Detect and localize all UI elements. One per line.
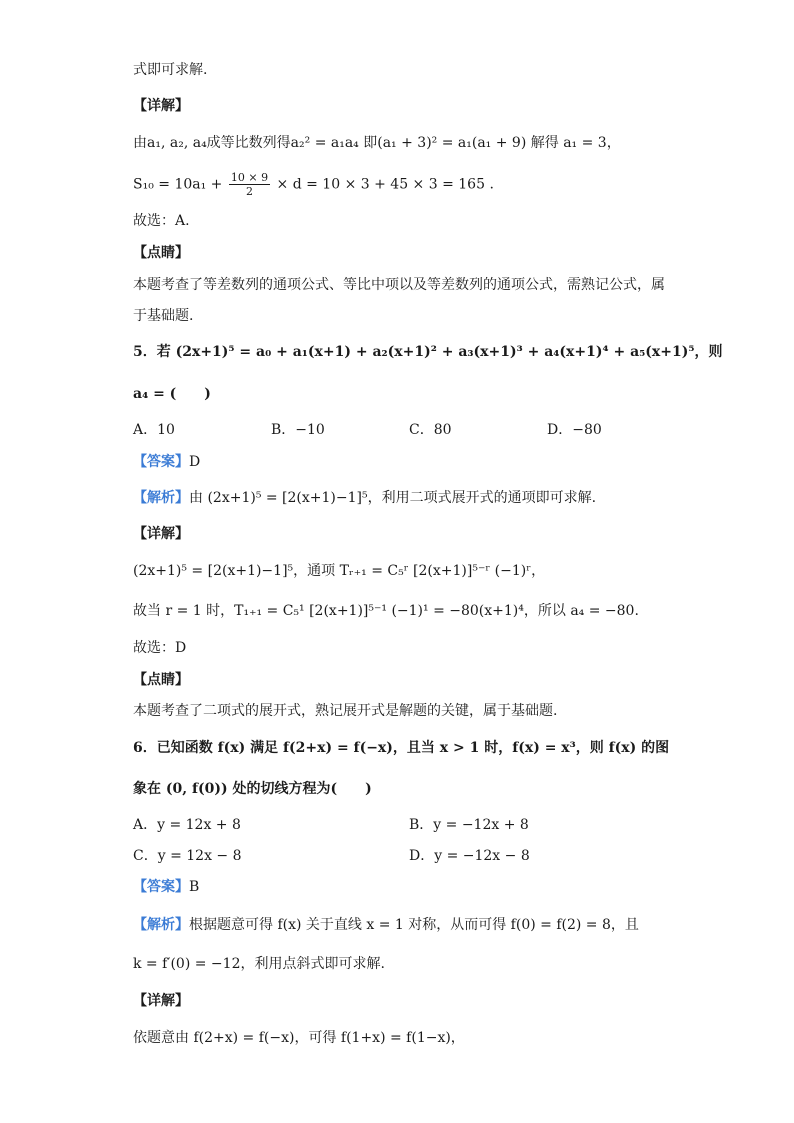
question-5-stem-cont: a₄ = ( ) [133, 386, 211, 402]
q5-option-c: C．80 [409, 422, 452, 438]
fraction-denominator: 2 [245, 185, 253, 198]
q5-analysis [133, 488, 596, 508]
q6-option-a: A．y = 12x + 8 [133, 817, 241, 833]
q6-option-b: B．y = −12x + 8 [409, 817, 529, 833]
text-line: 故选：A. [133, 213, 190, 229]
text-line: 由a₁, a₂, a₄成等比数列得a₂² = a₁a₄ 即(a₁ + 3)² = a₁(a₁ + 9) 解得 a₁ = 3， [133, 135, 621, 151]
section-heading-detail: 【详解】 [133, 526, 189, 542]
text-line: 本题考查了等差数列的通项公式、等比中项以及等差数列的通项公式，需熟记公式，属 [133, 277, 665, 293]
analysis-text: 由 (2x+1)⁵ = [2(x+1)−1]⁵，利用二项式展开式的通项即可求解. [189, 490, 597, 506]
question-6-stem: 6．已知函数 f(x) 满足 f(2+x) = f(−x)，且当 x > 1 时，f(x) = x³，则 f(x) 的图 [133, 740, 670, 756]
analysis-tag: 【解析】 [133, 917, 189, 933]
answer-tag: 【答案】 [133, 454, 189, 470]
q5-option-b: B．−10 [271, 422, 325, 438]
analysis-text: 根据题意可得 f(x) 关于直线 x = 1 对称，从而可得 f(0) = f(2) = 8，且 [189, 917, 639, 933]
q6-option-d: D．y = −12x − 8 [409, 848, 530, 864]
section-heading-detail: 【详解】 [133, 993, 189, 1009]
analysis-tag: 【解析】 [133, 490, 189, 506]
equation-line: (2x+1)⁵ = [2(x+1)−1]⁵，通项 Tᵣ₊₁ = C₅ʳ [2(x+1)]⁵⁻ʳ (−1)ʳ， [133, 563, 546, 579]
text-line: 本题考查了二项式的展开式，熟记展开式是解题的关键，属于基础题. [133, 703, 558, 719]
section-heading-detail: 【详解】 [133, 98, 189, 114]
fraction-numerator: 10 × 9 [230, 171, 269, 184]
answer-value: D [189, 454, 201, 470]
q6-option-c: C．y = 12x − 8 [133, 848, 242, 864]
q6-analysis [133, 915, 639, 935]
equation-line: 故当 r = 1 时，T₁₊₁ = C₅¹ [2(x+1)]⁵⁻¹ (−1)¹ = −80(x+1)⁴，所以 a₄ = −80. [133, 603, 639, 619]
section-heading-remark: 【点睛】 [133, 245, 189, 261]
question-6-stem-cont: 象在 (0, f(0)) 处的切线方程为( ) [133, 781, 372, 797]
answer-value: B [189, 879, 200, 895]
text-line: k = f′(0) = −12，利用点斜式即可求解. [133, 956, 385, 972]
equation-part: S₁₀ = 10a₁ + [133, 176, 223, 193]
q5-option-d: D．−80 [547, 422, 602, 438]
q5-answer [133, 452, 200, 472]
text-line: 故选：D [133, 640, 187, 656]
text-line: 式即可求解. [133, 62, 208, 78]
text-line: 于基础题. [133, 308, 194, 324]
question-5-stem: 5．若 (2x+1)⁵ = a₀ + a₁(x+1) + a₂(x+1)² + a₃(x+1)³ + a₄(x+1)⁴ + a₅(x+1)⁵，则 [133, 344, 723, 360]
answer-tag: 【答案】 [133, 879, 189, 895]
q5-option-a: A．10 [133, 422, 175, 438]
section-heading-remark: 【点睛】 [133, 672, 189, 688]
fraction [229, 171, 270, 198]
equation-part: × d = 10 × 3 + 45 × 3 = 165 . [276, 176, 494, 193]
equation-line: 依题意由 f(2+x) = f(−x)，可得 f(1+x) = f(1−x)， [133, 1030, 465, 1046]
q6-answer [133, 877, 199, 897]
equation-line [133, 171, 494, 198]
